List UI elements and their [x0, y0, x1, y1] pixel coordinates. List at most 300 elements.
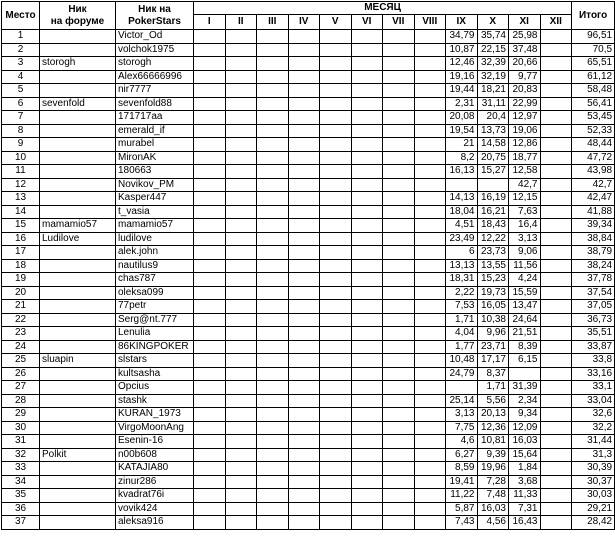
row-month-ix: 13,13: [446, 259, 478, 273]
row-month-cell: [194, 97, 226, 111]
row-total: 58,48: [572, 84, 615, 98]
row-month-x: 18,21: [477, 84, 509, 98]
row-month-xi: 15,59: [509, 286, 541, 300]
row-month-xii: [540, 435, 572, 449]
row-month-cell: [414, 462, 446, 476]
row-month-cell: [257, 327, 289, 341]
row-month-cell: [257, 462, 289, 476]
row-month-ix: 18,04: [446, 205, 478, 219]
row-total: 39,34: [572, 219, 615, 233]
row-month-cell: [383, 489, 415, 503]
row-ps-nick: Victor_Od: [116, 30, 194, 44]
row-month-xii: [540, 124, 572, 138]
row-month-cell: [383, 367, 415, 381]
row-month-cell: [383, 421, 415, 435]
row-ps-nick: Esenin-16: [116, 435, 194, 449]
row-total: 96,51: [572, 30, 615, 44]
row-month-cell: [257, 340, 289, 354]
row-ps-nick: slstars: [116, 354, 194, 368]
row-month-cell: [320, 421, 352, 435]
row-month-cell: [257, 394, 289, 408]
row-month-cell: [288, 421, 320, 435]
row-ps-nick: Novikov_PM: [116, 178, 194, 192]
table-row: [2, 273, 615, 287]
row-month-cell: [351, 448, 383, 462]
row-month-xii: [540, 259, 572, 273]
row-month-ix: 19,54: [446, 124, 478, 138]
row-forum-nick: [40, 340, 116, 354]
row-month-cell: [225, 354, 257, 368]
row-month-xii: [540, 151, 572, 165]
row-month-cell: [194, 475, 226, 489]
header-month: МЕСЯЦ: [194, 2, 572, 15]
row-month-cell: [320, 354, 352, 368]
row-month-cell: [257, 502, 289, 516]
row-month-xi: 16,03: [509, 435, 541, 449]
row-month-cell: [288, 354, 320, 368]
row-month-cell: [351, 381, 383, 395]
row-month-xii: [540, 286, 572, 300]
row-month-x: 23,71: [477, 340, 509, 354]
row-month-x: 19,73: [477, 286, 509, 300]
row-forum-nick: [40, 30, 116, 44]
row-month-xi: 2,34: [509, 394, 541, 408]
row-month-x: 17,17: [477, 354, 509, 368]
row-month-cell: [414, 394, 446, 408]
row-month-cell: [351, 489, 383, 503]
row-forum-nick: [40, 300, 116, 314]
row-total: 32,2: [572, 421, 615, 435]
row-month-cell: [257, 354, 289, 368]
row-month-cell: [320, 30, 352, 44]
row-month-x: 13,55: [477, 259, 509, 273]
row-forum-nick: [40, 70, 116, 84]
row-forum-nick: [40, 327, 116, 341]
row-month-ix: 6,27: [446, 448, 478, 462]
row-month-ix: 8,2: [446, 151, 478, 165]
row-month-x: [477, 178, 509, 192]
row-place: 11: [2, 165, 40, 179]
row-month-cell: [225, 151, 257, 165]
row-month-ix: 2,31: [446, 97, 478, 111]
row-month-xii: [540, 475, 572, 489]
row-month-cell: [225, 286, 257, 300]
row-month-cell: [225, 340, 257, 354]
row-month-ix: 11,22: [446, 489, 478, 503]
row-month-xi: 42,7: [509, 178, 541, 192]
row-month-cell: [194, 516, 226, 530]
row-month-cell: [351, 30, 383, 44]
row-month-cell: [320, 219, 352, 233]
row-place: 18: [2, 259, 40, 273]
row-month-x: 16,05: [477, 300, 509, 314]
row-place: 10: [2, 151, 40, 165]
row-month-cell: [288, 205, 320, 219]
row-month-xi: 20,66: [509, 57, 541, 71]
row-month-cell: [257, 421, 289, 435]
row-month-x: 7,28: [477, 475, 509, 489]
row-month-xii: [540, 30, 572, 44]
row-month-cell: [225, 381, 257, 395]
row-ps-nick: t_vasia: [116, 205, 194, 219]
row-month-cell: [414, 192, 446, 206]
row-month-xi: 9,06: [509, 246, 541, 260]
row-month-cell: [351, 421, 383, 435]
row-month-xii: [540, 408, 572, 422]
row-total: 47,72: [572, 151, 615, 165]
row-month-xi: 11,33: [509, 489, 541, 503]
row-forum-nick: [40, 489, 116, 503]
row-month-ix: 10,48: [446, 354, 478, 368]
row-month-cell: [414, 502, 446, 516]
row-forum-nick: [40, 151, 116, 165]
header-month-xi: XI: [509, 15, 541, 30]
table-row: [2, 70, 615, 84]
row-month-x: 8,37: [477, 367, 509, 381]
row-month-cell: [194, 448, 226, 462]
row-ps-nick: aleksa916: [116, 516, 194, 530]
row-month-cell: [288, 97, 320, 111]
row-place: 20: [2, 286, 40, 300]
row-month-cell: [351, 219, 383, 233]
row-month-cell: [320, 111, 352, 125]
row-ps-nick: MironAK: [116, 151, 194, 165]
row-place: 14: [2, 205, 40, 219]
row-ps-nick: 180663: [116, 165, 194, 179]
row-place: 19: [2, 273, 40, 287]
row-month-cell: [225, 448, 257, 462]
row-month-cell: [257, 408, 289, 422]
row-month-x: 32,39: [477, 57, 509, 71]
row-month-cell: [225, 300, 257, 314]
row-month-x: 35,74: [477, 30, 509, 44]
row-month-ix: 7,75: [446, 421, 478, 435]
row-month-cell: [351, 165, 383, 179]
row-place: 30: [2, 421, 40, 435]
row-month-x: 16,19: [477, 192, 509, 206]
row-total: 30,03: [572, 489, 615, 503]
row-month-cell: [225, 394, 257, 408]
row-month-cell: [414, 57, 446, 71]
row-month-xii: [540, 421, 572, 435]
row-month-xii: [540, 111, 572, 125]
row-month-xi: 3,13: [509, 232, 541, 246]
row-month-cell: [225, 246, 257, 260]
row-month-cell: [320, 435, 352, 449]
row-ps-nick: kvadrat76i: [116, 489, 194, 503]
row-month-cell: [320, 300, 352, 314]
header-forum-nick: [40, 2, 116, 30]
row-total: 33,04: [572, 394, 615, 408]
row-month-cell: [225, 70, 257, 84]
table-row: [2, 124, 615, 138]
row-total: 30,39: [572, 462, 615, 476]
row-month-cell: [257, 516, 289, 530]
row-month-cell: [351, 394, 383, 408]
row-forum-nick: [40, 273, 116, 287]
row-place: 12: [2, 178, 40, 192]
row-month-cell: [414, 367, 446, 381]
row-forum-nick: [40, 165, 116, 179]
row-month-cell: [257, 219, 289, 233]
row-month-ix: 2,22: [446, 286, 478, 300]
row-month-xi: 18,77: [509, 151, 541, 165]
row-month-x: 4,56: [477, 516, 509, 530]
row-month-cell: [288, 259, 320, 273]
row-ps-nick: 171717aa: [116, 111, 194, 125]
row-month-cell: [288, 489, 320, 503]
row-month-cell: [288, 408, 320, 422]
row-month-cell: [225, 475, 257, 489]
row-place: 7: [2, 111, 40, 125]
row-month-cell: [257, 165, 289, 179]
row-month-cell: [194, 394, 226, 408]
row-ps-nick: KATAJIA80: [116, 462, 194, 476]
row-month-ix: 4,6: [446, 435, 478, 449]
table-row: [2, 97, 615, 111]
row-month-ix: 8,59: [446, 462, 478, 476]
table-row: [2, 57, 615, 71]
row-month-cell: [194, 327, 226, 341]
row-month-xi: 22,99: [509, 97, 541, 111]
row-month-cell: [320, 381, 352, 395]
row-month-cell: [320, 448, 352, 462]
row-month-cell: [383, 381, 415, 395]
row-month-xii: [540, 165, 572, 179]
row-month-cell: [414, 421, 446, 435]
row-month-cell: [257, 205, 289, 219]
row-month-cell: [257, 232, 289, 246]
row-month-ix: 21: [446, 138, 478, 152]
row-month-cell: [225, 327, 257, 341]
row-month-cell: [351, 57, 383, 71]
row-month-cell: [383, 435, 415, 449]
row-month-cell: [414, 354, 446, 368]
row-place: 25: [2, 354, 40, 368]
row-place: 27: [2, 381, 40, 395]
row-month-cell: [383, 300, 415, 314]
row-month-cell: [414, 381, 446, 395]
row-month-cell: [288, 192, 320, 206]
row-month-cell: [225, 313, 257, 327]
row-month-ix: 23,49: [446, 232, 478, 246]
row-month-cell: [414, 84, 446, 98]
row-forum-nick: [40, 192, 116, 206]
row-month-cell: [320, 97, 352, 111]
row-month-cell: [257, 273, 289, 287]
row-month-cell: [383, 246, 415, 260]
row-month-xii: [540, 84, 572, 98]
row-month-cell: [288, 219, 320, 233]
row-ps-nick: oleksa099: [116, 286, 194, 300]
row-month-cell: [351, 313, 383, 327]
row-total: 37,05: [572, 300, 615, 314]
row-month-cell: [414, 327, 446, 341]
row-total: 61,12: [572, 70, 615, 84]
row-month-cell: [383, 273, 415, 287]
row-month-cell: [320, 462, 352, 476]
row-month-cell: [351, 205, 383, 219]
table-row: [2, 43, 615, 57]
row-ps-nick: chas787: [116, 273, 194, 287]
table-row: [2, 205, 615, 219]
row-month-cell: [194, 273, 226, 287]
row-month-x: 5,56: [477, 394, 509, 408]
row-month-cell: [225, 516, 257, 530]
row-month-cell: [414, 43, 446, 57]
row-month-xi: 12,58: [509, 165, 541, 179]
table-row: [2, 300, 615, 314]
row-forum-nick: [40, 178, 116, 192]
row-month-xi: 3,68: [509, 475, 541, 489]
row-month-x: 12,36: [477, 421, 509, 435]
row-month-ix: 10,87: [446, 43, 478, 57]
row-total: 48,44: [572, 138, 615, 152]
row-forum-nick: [40, 462, 116, 476]
row-month-cell: [288, 232, 320, 246]
row-forum-nick: [40, 408, 116, 422]
row-month-cell: [414, 340, 446, 354]
row-month-cell: [225, 165, 257, 179]
row-month-cell: [288, 516, 320, 530]
row-month-cell: [194, 340, 226, 354]
header-month-iii: III: [257, 15, 289, 30]
table-row: [2, 286, 615, 300]
row-total: 38,79: [572, 246, 615, 260]
row-month-x: 13,73: [477, 124, 509, 138]
row-forum-nick: sluapin: [40, 354, 116, 368]
row-month-cell: [288, 394, 320, 408]
row-total: 37,78: [572, 273, 615, 287]
row-forum-nick: [40, 246, 116, 260]
row-forum-nick: sevenfold: [40, 97, 116, 111]
row-month-cell: [194, 219, 226, 233]
row-place: 35: [2, 489, 40, 503]
row-month-ix: 1,77: [446, 340, 478, 354]
row-month-xii: [540, 462, 572, 476]
row-month-cell: [320, 43, 352, 57]
row-month-xii: [540, 57, 572, 71]
row-month-cell: [320, 192, 352, 206]
row-forum-nick: [40, 286, 116, 300]
row-month-cell: [194, 84, 226, 98]
row-month-cell: [383, 43, 415, 57]
table-row: [2, 394, 615, 408]
row-month-cell: [288, 286, 320, 300]
row-forum-nick: [40, 502, 116, 516]
table-row: [2, 111, 615, 125]
row-month-cell: [288, 111, 320, 125]
row-month-cell: [383, 151, 415, 165]
row-month-cell: [225, 502, 257, 516]
row-month-ix: 16,13: [446, 165, 478, 179]
row-month-xii: [540, 448, 572, 462]
table-row: [2, 219, 615, 233]
row-total: 38,84: [572, 232, 615, 246]
row-month-xi: 20,83: [509, 84, 541, 98]
row-month-cell: [383, 259, 415, 273]
row-month-cell: [351, 408, 383, 422]
table-row: [2, 489, 615, 503]
row-month-x: 16,03: [477, 502, 509, 516]
row-total: 42,47: [572, 192, 615, 206]
row-ps-nick: Serg@nt.777: [116, 313, 194, 327]
row-month-xi: 25,98: [509, 30, 541, 44]
row-forum-nick: [40, 43, 116, 57]
row-month-cell: [383, 502, 415, 516]
header-month-xii: XII: [540, 15, 572, 30]
row-place: 21: [2, 300, 40, 314]
row-month-x: 15,23: [477, 273, 509, 287]
row-forum-nick: [40, 259, 116, 273]
row-month-xii: [540, 367, 572, 381]
row-forum-nick: [40, 381, 116, 395]
row-month-cell: [225, 111, 257, 125]
row-month-cell: [288, 246, 320, 260]
row-place: 5: [2, 84, 40, 98]
table-row: [2, 421, 615, 435]
row-month-cell: [225, 205, 257, 219]
row-forum-nick: storogh: [40, 57, 116, 71]
row-month-cell: [351, 192, 383, 206]
row-month-xii: [540, 273, 572, 287]
row-month-cell: [194, 286, 226, 300]
row-month-xii: [540, 192, 572, 206]
row-month-cell: [288, 313, 320, 327]
table-row: [2, 462, 615, 476]
row-month-cell: [351, 97, 383, 111]
row-ps-nick: KURAN_1973: [116, 408, 194, 422]
row-forum-nick: [40, 394, 116, 408]
row-month-cell: [351, 111, 383, 125]
row-month-cell: [225, 192, 257, 206]
row-forum-nick: Polkit: [40, 448, 116, 462]
row-month-cell: [383, 327, 415, 341]
header-month-iv: IV: [288, 15, 320, 30]
row-ps-nick: Opcius: [116, 381, 194, 395]
row-month-cell: [383, 286, 415, 300]
row-place: 28: [2, 394, 40, 408]
row-month-cell: [320, 246, 352, 260]
row-month-xi: 11,56: [509, 259, 541, 273]
row-ps-nick: volchok1975: [116, 43, 194, 57]
row-month-cell: [351, 138, 383, 152]
row-month-x: 31,11: [477, 97, 509, 111]
table-row: [2, 259, 615, 273]
row-month-cell: [383, 124, 415, 138]
table-row: [2, 354, 615, 368]
row-month-cell: [225, 219, 257, 233]
row-month-ix: 25,14: [446, 394, 478, 408]
row-month-cell: [194, 300, 226, 314]
row-month-cell: [351, 340, 383, 354]
table-row: [2, 340, 615, 354]
row-place: 34: [2, 475, 40, 489]
row-month-cell: [351, 246, 383, 260]
row-total: 31,3: [572, 448, 615, 462]
row-month-cell: [414, 259, 446, 273]
row-month-cell: [320, 57, 352, 71]
table-row: [2, 367, 615, 381]
row-month-cell: [320, 178, 352, 192]
row-ps-nick: 77petr: [116, 300, 194, 314]
row-place: 1: [2, 30, 40, 44]
row-month-cell: [414, 97, 446, 111]
row-month-cell: [351, 124, 383, 138]
row-month-cell: [225, 367, 257, 381]
row-month-cell: [225, 97, 257, 111]
row-total: 65,51: [572, 57, 615, 71]
